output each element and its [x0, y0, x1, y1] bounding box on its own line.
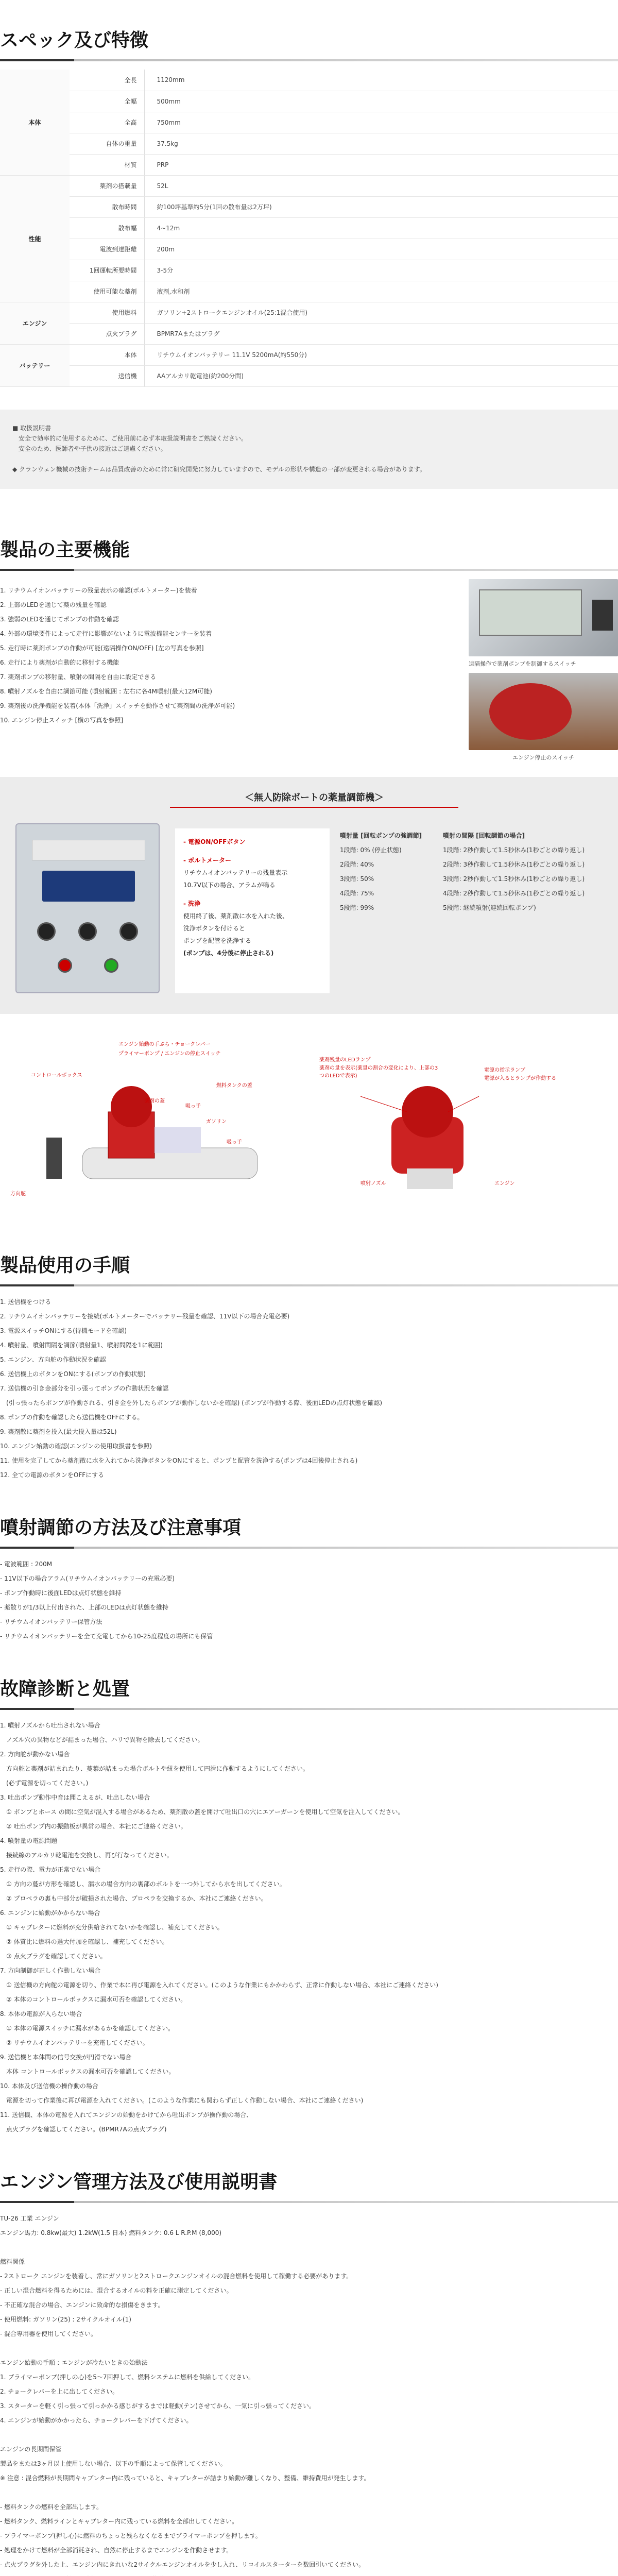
spec-group: 性能 — [0, 175, 70, 302]
part-callout: エンジン始動の手ぶら・チョークレバー — [118, 1041, 211, 1047]
list-item: 8. ポンプの作動を確認したら送信機をOFFにする。 — [0, 1413, 144, 1421]
list-item: ② 体質比に燃料の過大付加を確認し、補充してください。 — [0, 1938, 168, 1945]
spec-row — [0, 239, 618, 260]
list-item: - 点火プラグを外した上、エンジン内にきれいな2サイクルエンジンオイルを少し入れ、リコイルスターターを数回引いてください。 — [0, 2561, 365, 2568]
list-item: 6. 走行により薬剤が自動的に移射する機能 — [0, 658, 119, 666]
spec-key: 使用可能な薬剤 — [70, 281, 144, 302]
list-item: - リチウムイオンバッテリー保管方法 — [0, 1618, 102, 1625]
spec-group: 本体 — [0, 70, 70, 175]
mode-interval: 4段階: 2秒作動して1.5秒休み(1秒ごとの繰り返し) — [443, 889, 585, 897]
spec-row — [0, 154, 618, 175]
lcd-display — [42, 871, 135, 902]
list-item: ② プロペラの裏も中部分が破損された場合、プロペラを交換するか、本社にご連絡ください。 — [0, 1894, 267, 1902]
spec-value: 52L — [144, 175, 618, 196]
spec-group: バッテリー — [0, 344, 70, 386]
spec-key: 電波到達距離 — [70, 239, 144, 260]
list-item: ② 吐出ポンプ内の振動板が異常の場合、本社にご連絡ください。 — [0, 1822, 187, 1830]
mode-interval: 3段階: 2秒作動して1.5秒休み(1秒ごとの繰り返し) — [443, 875, 585, 883]
list-item: 接続線のアルカリ乾電池を交換し、再び行なってください。 — [0, 1851, 173, 1859]
list-item: - 正しい混合燃料を得るためには、混合するオイルの料を正確に測定してください。 — [0, 2286, 233, 2294]
spec-key: 散布幅 — [70, 217, 144, 239]
controller-photo — [15, 823, 160, 993]
spec-key: 全高 — [70, 112, 144, 133]
features-title: 製品の主要機能 — [0, 539, 130, 561]
spec-row — [0, 175, 618, 196]
part-callout: 薬剤の量を表示(薬量の割合の変化により、上部の3つのLEDで表示) — [319, 1065, 438, 1079]
list-item: 3. スターターを軽く引っ張って引っかかる感じがするまでは軽動(テン)させてから、一気に引っ張ってください。 — [0, 2402, 316, 2410]
list-item: 点火プラグを確認してください。(BPMR7Aの点火プラグ) — [0, 2125, 167, 2133]
spec-value: 1120mm — [144, 70, 618, 91]
list-item: 8. 本体の電源が入らない場合 — [0, 2010, 82, 2018]
spec-row — [0, 217, 618, 239]
spec-table — [0, 70, 618, 387]
features-section — [0, 489, 618, 1205]
list-item: (必ず電源を切ってください。) — [0, 1779, 89, 1787]
mode-row — [340, 886, 603, 901]
spec-value: PRP — [144, 154, 618, 175]
part-callout: 噴射ノズル — [360, 1180, 386, 1187]
engine-title: エンジン管理方法及び使用説明書 — [0, 2171, 278, 2193]
spec-key: 本体 — [70, 344, 144, 365]
trouble-section — [0, 1643, 618, 2137]
spray-list — [0, 1557, 618, 1643]
part-callout: 電源が入るとランプが作動する — [484, 1075, 556, 1081]
list-item: 3. 電源スイッチONにする(待機モードを確認) — [0, 1327, 127, 1334]
list-item: 12. 全ての電源のボタンをOFFにする — [0, 1471, 105, 1479]
spec-value: 4~12m — [144, 217, 618, 239]
list-item: 10. エンジン始動の確認(エンジンの使用取扱書を参照) — [0, 1442, 152, 1450]
control-legend — [175, 828, 330, 993]
part-callout: 薬剤の蓋 — [144, 1098, 165, 1104]
mode-level: 4段階: 75% — [340, 889, 374, 897]
list-item: 4. エンジンが始動がかかったら、チョークレバーを下げてください。 — [0, 2416, 193, 2424]
mode-table — [340, 828, 603, 915]
list-item: 4. 外部の環境要件によって走行に影響がないように電波機能センサーを装着 — [0, 630, 212, 637]
spray-title: 噴射調節の方法及び注意事項 — [0, 1517, 242, 1538]
list-item: 11. 送信機、本体の電源を入れてエンジンの始動をかけてから吐出ポンプが操作動の場合、 — [0, 2111, 253, 2119]
spec-value: AAアルカリ乾電池(約200分間) — [144, 365, 618, 386]
list-item: - 混合専用器を使用してください。 — [0, 2330, 97, 2337]
list-item: 6. 送信機上のボタンをONにする(ポンプの作動状態) — [0, 1370, 146, 1378]
part-callout: ガソリン — [206, 1118, 227, 1125]
spec-key: 点火プラグ — [70, 323, 144, 344]
list-item: 安全のため、医師者や子供の接近はご遠慮ください。 — [12, 445, 167, 452]
spec-value: リチウムイオンバッテリー 11.1V 5200mA(約550分) — [144, 344, 618, 365]
wash-text-3: ポンプを配管を洗浄する — [183, 937, 252, 944]
part-callout: 吸っ手 — [227, 1139, 242, 1145]
list-item: ② リチウムイオンバッテリーを充電してください。 — [0, 2039, 149, 2046]
list-item: 1. 噴射ノズルから吐出されない場合 — [0, 1721, 100, 1729]
list-item: 2. リチウムイオンバッテリーを接続(ボルトメーターでバッテリー残量を確認、11V以下の場合充電必要) — [0, 1312, 290, 1320]
list-item: ① 送信機の方向舵の電源を切り、作業で本に再び電源を入れてください。(このような作業にもかかわらず、正常に作動しない場合、本社にご連絡ください) — [0, 1981, 438, 1989]
part-callout: コントロールボックス — [31, 1072, 82, 1078]
spec-value: ガソリン+2ストロークエンジンオイル(25:1混合使用) — [144, 302, 618, 323]
list-item: ※ 注意 : 混合燃料が長期間キャブレター内に残っていると、キャブレターが詰まり始動が難しくなり、整備、維持費用が発生します。 — [0, 2474, 370, 2482]
list-item: TU-26 工業 エンジン — [0, 2214, 59, 2222]
list-item: 1. プライマーポンプ(押しの心)を5～7回押して、燃料システムに燃料を供給してください。 — [0, 2373, 255, 2381]
usage-list — [0, 1295, 618, 1482]
control-title: ＜無人防除ボートの薬量調節機＞ — [170, 790, 458, 808]
title-bar — [0, 2201, 618, 2203]
list-item: 10. 本体及び送信機の操作動の場合 — [0, 2082, 98, 2090]
spec-key: 送信機 — [70, 365, 144, 386]
spec-key: 使用燃料 — [70, 302, 144, 323]
part-callout: 薬剤残量のLEDランプ — [319, 1057, 371, 1063]
list-item: ■ 取扱説明書 — [12, 424, 52, 432]
spec-value: 3-5分 — [144, 260, 618, 281]
wash-text-2: 洗浄ボタンを付けると — [183, 924, 246, 932]
list-item: - 使用燃料: ガソリン(25) : 2サイクルオイル(1) — [0, 2315, 131, 2323]
parts-diagram — [0, 1035, 618, 1205]
usage-section — [0, 1205, 618, 1482]
mode-row — [340, 828, 603, 843]
list-item: 9. 送信機と本体間の信号交換が円滑でない場合 — [0, 2053, 132, 2061]
wash-text-4: (ポンプは、4分後に停止される) — [183, 949, 274, 957]
list-item: - プライマーポンプ(押し心)に燃料のちょっと残らなくなるまでプライマーポンプを押します。 — [0, 2532, 262, 2539]
list-item: 安全で効率的に使用するために、ご使用前に必ず本取扱説明書をご熟読ください。 — [12, 434, 248, 442]
spec-value: 37.5kg — [144, 133, 618, 154]
boat-illustration — [0, 1035, 618, 1205]
list-item: - ポンプ作動時に後面LEDは点灯状態を維持 — [0, 1589, 122, 1597]
list-item: 3. 強弱のLEDを通じてポンプの作動を確認 — [0, 615, 119, 623]
spec-key: 材質 — [70, 154, 144, 175]
wash-text: 使用終了後、薬剤散に水を入れた後、 — [183, 912, 289, 920]
spray-section — [0, 1482, 618, 1643]
spec-value: 液剤,水和剤 — [144, 281, 618, 302]
spec-row — [0, 323, 618, 344]
list-item: エンジンの長期間保管 — [0, 2445, 62, 2453]
list-item — [0, 2428, 618, 2442]
usage-title: 製品使用の手順 — [0, 1255, 130, 1276]
switch-photo — [469, 579, 618, 656]
part-callout: 方向舵 — [10, 1191, 26, 1197]
list-item: 5. 走行の際、電力が正常でない場合 — [0, 1866, 101, 1873]
spec-row — [0, 70, 618, 91]
title-bar — [0, 1284, 618, 1286]
engine-stop-photo — [469, 673, 618, 750]
mode-row — [340, 872, 603, 886]
list-item: - 処理をかけて燃料が全部消耗され、自然に停止するまでエンジンを作動させます。 — [0, 2546, 233, 2554]
list-item: 7. 薬剤ポンプの移射量、噴射の間隔を自由に設定できる — [0, 673, 157, 681]
list-item: ① キャブレターに燃料が充分供給されてないかを確認し、補充してください。 — [0, 1923, 224, 1931]
spec-row — [0, 260, 618, 281]
mode-level: 噴射量 [回転ポンプの強調節] — [340, 832, 422, 839]
title-bar — [0, 1708, 618, 1710]
list-item: 7. 方向制御が正しく作動しない場合 — [0, 1967, 101, 1974]
list-item — [0, 2572, 618, 2576]
list-item: ◆ クランウェン機械の技術チームは品質改善のために常に研究開発に努力していますので、モデルの形状や構造の一部が変更される場合があります。 — [12, 465, 426, 473]
list-item: 2. チョークレバーを上に出してください。 — [0, 2387, 119, 2395]
list-item: 4. 噴射量、噴射間隔を調節(噴射量1、噴射間隔を1に範囲) — [0, 1341, 163, 1349]
part-callout: 燃料タンクの蓋 — [216, 1082, 252, 1089]
wash-heading: - 洗浄 — [183, 900, 201, 907]
engine-list — [0, 2211, 618, 2576]
spec-value: 750mm — [144, 112, 618, 133]
list-item: 3. 吐出ポンプ動作中音は聞こえるが、吐出しない場合 — [0, 1793, 150, 1801]
spec-value: 500mm — [144, 91, 618, 112]
list-item: 5. 走行時に薬剤ポンプの作動が可能(遠隔操作ON/OFF) [左の写真を参照] — [0, 644, 204, 652]
list-item: - 燃料タンク、燃料ラインとキャブレター内に残っている燃料を全部出してください。 — [0, 2517, 238, 2525]
title-bar — [0, 59, 618, 61]
spec-row — [0, 112, 618, 133]
list-item: ノズル穴の異物などが詰まった場合、ハリで異物を除去してください。 — [0, 1736, 204, 1743]
list-item: 7. 送信機の引き金部分を引っ張ってポンプの作動状況を確認 — [0, 1384, 169, 1392]
mode-row — [340, 857, 603, 872]
list-item: - 電波範囲 : 200M — [0, 1560, 53, 1568]
list-item: 1. 送信機をつける — [0, 1298, 52, 1306]
list-item: 電源を切って作業後に再び電源を入れてください。(このような作業にも関わらず正しく作動しない場合、本社にご連絡ください) — [0, 2096, 364, 2104]
list-item: - 11V以下の場合アラム(リチウムイオンバッテリーの充電必要) — [0, 1574, 175, 1582]
list-item: 9. 薬剤後の洗浄機能を装着(本体「洗浄」スイッチを動作させて薬剤間の洗浄が可能) — [0, 702, 235, 709]
features-list — [0, 579, 453, 761]
mode-level: 5段階: 99% — [340, 904, 374, 911]
list-item: 8. 噴射ノズルを自由に調節可能 (噴射範囲 : 左右に各4M噴射(最大12M可能) — [0, 687, 212, 695]
list-item: - 2ストローク エンジンを装着し、常にガソリンと2ストロークエンジンオイルの混合燃料を使用して稼働する必要があります。 — [0, 2272, 353, 2280]
power-heading: - 電源ON/OFFボタン — [183, 838, 246, 845]
list-item: 10. エンジン停止スイッチ [横の写真を参照] — [0, 716, 123, 724]
spec-value: 約100坪基準約5分(1回の散布量は2万坪) — [144, 196, 618, 217]
mode-row — [340, 901, 603, 915]
list-item: - リチウムイオンバッテリーを全て充電してから10-25度程度の場所にも保管 — [0, 1632, 213, 1640]
list-item — [0, 2485, 618, 2500]
mode-interval: 噴射の間隔 [回転調節の場合] — [443, 832, 525, 839]
title-bar — [0, 1547, 618, 1549]
spec-key: 薬剤の搭載量 — [70, 175, 144, 196]
mode-interval: 1段階: 2秒作動して1.5秒休み(1秒ごとの繰り返し) — [443, 846, 585, 854]
list-item: ① 方向の蔓が方形を確認し、漏水の場合方向の裏部のボルトを一つ外してから水を出してください。 — [0, 1880, 286, 1888]
part-callout: エンジン — [494, 1180, 515, 1187]
list-item: (引っ張ったらポンプが作動される、引き金を外したらポンプが動作しないかを確認) (ポンプが作動する際、後面LEDの点灯状態を確認) — [0, 1399, 383, 1406]
spec-value: BPMR7Aまたはプラグ — [144, 323, 618, 344]
engine-section — [0, 2137, 618, 2576]
notes-box — [0, 410, 618, 489]
switch-caption: 遠隔操作で薬剤ポンプを制御するスイッチ — [469, 660, 576, 667]
mode-row — [340, 843, 603, 857]
trouble-list — [0, 1718, 618, 2137]
spec-row — [0, 281, 618, 302]
list-item: 9. 薬剤散に薬剤を投入(最大投入量は52L) — [0, 1428, 117, 1435]
list-item: エンジン馬力: 0.8kw(最大) 1.2kW(1.5 日本) 燃料タンク: 0.6 L R.P.M (8,000) — [0, 2229, 222, 2236]
spec-section — [0, 0, 618, 489]
list-item: 1. リチウムイオンバッテリーの残量表示の確認(ボルトメーター)を装着 — [0, 586, 197, 594]
spec-row — [0, 302, 618, 323]
list-item: ② 本体のコントロールボックスに漏水可否を確認してください。 — [0, 1995, 187, 2003]
list-item: - 燃料タンクの燃料を全部出します。 — [0, 2503, 102, 2511]
mode-interval: 2段階: 3秒作動して1.5秒休み(1秒ごとの繰り返し) — [443, 860, 585, 868]
engine-stop-caption: エンジン停止のスイッチ — [512, 754, 574, 761]
list-item: - 不正確な混合の場合、エンジンに致命的な損傷をきます。 — [0, 2301, 164, 2309]
spec-key: 自体の重量 — [70, 133, 144, 154]
spec-key: 1回運転所要時間 — [70, 260, 144, 281]
spec-row — [0, 91, 618, 112]
volt-heading: - ボルトメーター — [183, 856, 232, 864]
list-item: ① 本体の電源スイッチに漏水があるかを確認してください。 — [0, 2024, 175, 2032]
part-callout: 電源の指示ランプ — [484, 1067, 525, 1073]
list-item: 2. 方向舵が動かない場合 — [0, 1750, 70, 1758]
list-item: 燃料関係 — [0, 2258, 25, 2265]
mode-interval: 5段階: 継続噴射(連続回転ポンプ) — [443, 904, 536, 911]
list-item: - 薬散りが1/3以上付出された、上部のLEDは点灯状態を維持 — [0, 1603, 168, 1611]
mode-level: 2段階: 40% — [340, 860, 374, 868]
spec-key: 散布時間 — [70, 196, 144, 217]
part-callout: 吸っ手 — [185, 1103, 201, 1109]
volt-text-2: 10.7V以下の場合、アラムが鳴る — [183, 881, 276, 889]
list-item: 方向舵と薬剤が詰まれたり、蔓葉が詰まった場合ボルトや紐を使用して円滑に作動するようにしてください。 — [0, 1765, 310, 1772]
spec-value: 200m — [144, 239, 618, 260]
title-bar — [0, 569, 618, 571]
list-item — [0, 2240, 618, 2255]
spec-key: 全長 — [70, 70, 144, 91]
list-item: 2. 上部のLEDを通じて薬の残量を確認 — [0, 601, 107, 608]
spec-title: スペック及び特徴 — [0, 30, 149, 51]
mode-level: 1段階: 0% (停止状態) — [340, 846, 402, 854]
mode-level: 3段階: 50% — [340, 875, 374, 883]
list-item: 6. エンジンに始動がかからない場合 — [0, 1909, 100, 1917]
list-item — [12, 454, 608, 464]
spec-row — [0, 133, 618, 154]
spec-row — [0, 344, 618, 365]
spec-key: 全幅 — [70, 91, 144, 112]
spec-row — [0, 365, 618, 386]
control-box — [0, 777, 618, 1014]
list-item: 4. 噴射量の電源問題 — [0, 1837, 58, 1844]
list-item: エンジン始動の手順 : エンジンが冷たいときの始動法 — [0, 2359, 148, 2366]
list-item: 製品をまたは3ヶ月以上使用しない場合、以下の手順によって保管してください。 — [0, 2460, 227, 2467]
list-item: 本体 コントロールボックスの漏水可否を確認してください。 — [0, 2067, 175, 2075]
spec-row — [0, 196, 618, 217]
list-item: ① ポンプとホース の間に空気が混入する場合があるため、薬剤散の蓋を開けて吐出口の穴にエアーガーンを使用して空気を注入してください。 — [0, 1808, 404, 1816]
list-item: ③ 点火プラグを確認してください。 — [0, 1952, 107, 1960]
volt-text: リチウムイオンバッテリーの残量表示 — [183, 869, 288, 876]
part-callout: プライマーポンプ / エンジンの停止スイッチ — [118, 1050, 221, 1057]
trouble-title: 故障診断と処置 — [0, 1678, 130, 1700]
spec-group: エンジン — [0, 302, 70, 344]
list-item: 11. 使用を完了してから薬剤散に水を入れてから洗浄ボタンをONにすると、ポンプと配管を洗浄する(ポンプは4回後停止される) — [0, 1456, 358, 1464]
list-item: 5. エンジン、方向舵の作動状況を確認 — [0, 1355, 106, 1363]
list-item — [0, 2341, 618, 2355]
